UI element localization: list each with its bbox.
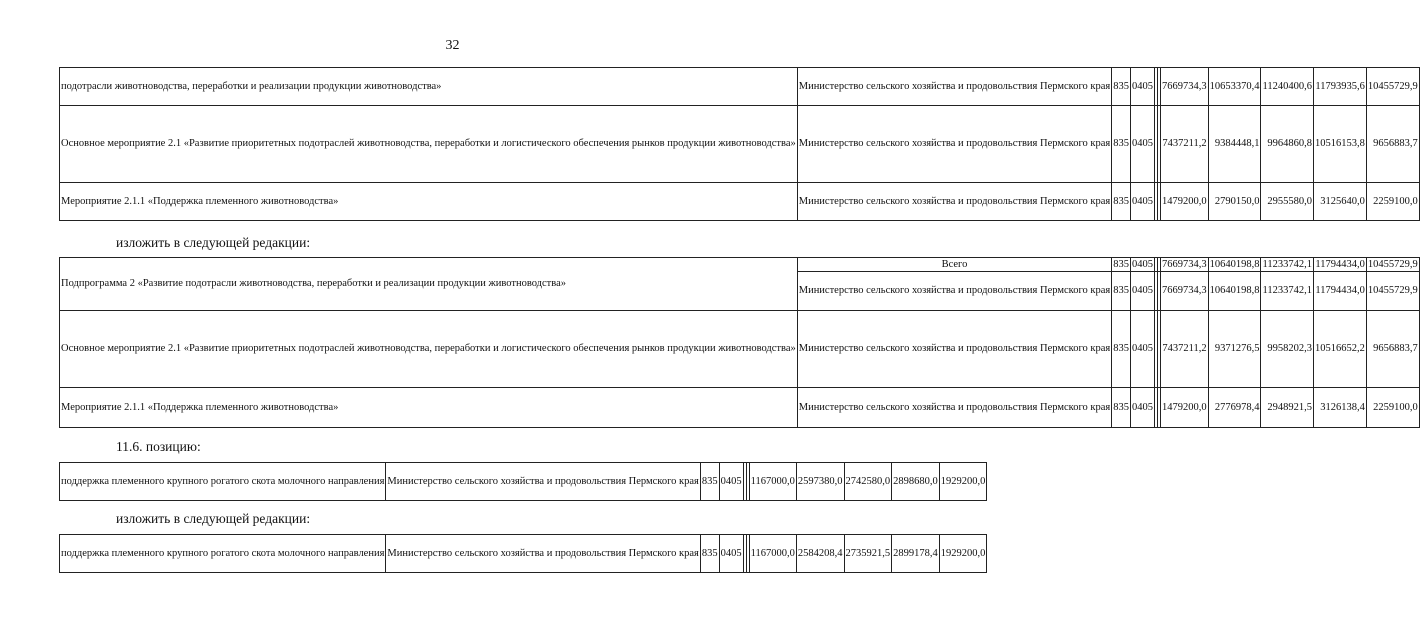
table-row [60, 68, 1420, 106]
row-grbs: 835 [1112, 388, 1131, 428]
table-row [60, 311, 1420, 388]
row-rzpr: 0405 [1130, 68, 1154, 106]
table-row [60, 463, 987, 501]
row-value-2: 2597380,0 [796, 463, 844, 501]
budget-table-revised [59, 257, 1420, 428]
row-name: поддержка племенного крупного рогатого скота молочного направления [60, 463, 386, 501]
row-value-5: 10455729,9 [1367, 258, 1418, 270]
row-value-5: 2259100,0 [1366, 183, 1419, 221]
row-rzpr: 0405 [1130, 311, 1154, 388]
row-executor: Министерство сельского хозяйства и продовольствия Пермского края [797, 388, 1111, 428]
table-row [60, 106, 1420, 183]
row-name: Мероприятие 2.1.1 «Поддержка племенного животноводства» [60, 183, 798, 221]
row-value-1: 7669734,3 [1161, 258, 1207, 270]
row-grbs: 835 [1112, 106, 1131, 183]
table-row [60, 183, 1420, 221]
row-value-4: 10516153,8 [1313, 106, 1366, 183]
row-name: Подпрограмма 2 «Развитие подотрасли животноводства, переработки и реализации продукции животноводства» [60, 258, 798, 311]
row-value-3: 11233742,1 [1261, 272, 1314, 311]
row-name: Основное мероприятие 2.1 «Развитие приоритетных подотраслей животноводства, переработки и логистического обеспечения рынков продукции животноводства» [60, 106, 798, 183]
row-rzpr: 0405 [719, 463, 743, 501]
row-rzpr: 0405 [1130, 106, 1154, 183]
row-value-2: 2584208,4 [796, 535, 844, 573]
row-value-2: 9371276,5 [1208, 311, 1261, 388]
row-value-3: 2955580,0 [1261, 183, 1314, 221]
row-grbs: 835 [1112, 68, 1131, 106]
row-value-4: 3125640,0 [1313, 183, 1366, 221]
row-value-1: 1167000,0 [749, 535, 796, 573]
row-value-3: 2948921,5 [1261, 388, 1314, 428]
row-value-4: 2899178,4 [892, 535, 940, 573]
row-value-1: 1479200,0 [1160, 183, 1208, 221]
row-value-5: 9656883,7 [1366, 311, 1419, 388]
row-value-5: 10455729,9 [1366, 68, 1419, 106]
row-value-4: 3126138,4 [1313, 388, 1366, 428]
row-executor: Министерство сельского хозяйства и продовольствия Пермского края [797, 272, 1111, 311]
row-value-4: 11794434,0 [1315, 258, 1365, 270]
row-executor: Министерство сельского хозяйства и продовольствия Пермского края [797, 106, 1111, 183]
table-row [60, 535, 987, 573]
row-value-2: 2790150,0 [1208, 183, 1261, 221]
row-value-1: 7437211,2 [1160, 106, 1208, 183]
budget-table-position-revised [59, 534, 987, 573]
row-value-5: 10455729,9 [1366, 272, 1419, 311]
row-value-5: 9656883,7 [1366, 106, 1419, 183]
row-value-5: 2259100,0 [1366, 388, 1419, 428]
row-grbs: 835 [1113, 258, 1129, 270]
budget-table-original [59, 67, 1420, 221]
row-executor: Министерство сельского хозяйства и продовольствия Пермского края [797, 183, 1111, 221]
row-value-1: 1479200,0 [1160, 388, 1208, 428]
row-value-4: 11794434,0 [1313, 272, 1366, 311]
row-name: подотрасли животноводства, переработки и реализации продукции животноводства» [60, 68, 798, 106]
row-value-1: 7669734,3 [1160, 68, 1208, 106]
row-value-2: 10640198,8 [1208, 272, 1261, 311]
row-value-2: 9384448,1 [1208, 106, 1261, 183]
edit-instruction-heading-2: изложить в следующей редакции: [116, 511, 311, 526]
row-executor: Министерство сельского хозяйства и продовольствия Пермского края [386, 535, 700, 573]
row-value-4: 10516652,2 [1313, 311, 1366, 388]
row-value-4: 11793935,6 [1313, 68, 1366, 106]
row-value-4: 2898680,0 [892, 463, 940, 501]
row-value-1: 7669734,3 [1160, 272, 1208, 311]
row-value-1: 1167000,0 [749, 463, 796, 501]
row-value-2: 10640198,8 [1209, 258, 1260, 270]
row-name: Мероприятие 2.1.1 «Поддержка племенного животноводства» [60, 388, 798, 428]
row-grbs: 835 [700, 535, 719, 573]
row-grbs: 835 [1112, 272, 1131, 311]
row-value-1: 7437211,2 [1160, 311, 1208, 388]
row-executor: Министерство сельского хозяйства и продовольствия Пермского края [386, 463, 700, 501]
row-value-3: 2735921,5 [844, 535, 892, 573]
budget-table-position-original [59, 462, 987, 501]
row-rzpr: 0405 [1131, 258, 1153, 270]
row-value-5: 1929200,0 [939, 535, 987, 573]
row-rzpr: 0405 [1130, 183, 1154, 221]
row-grbs: 835 [1112, 183, 1131, 221]
table-row [60, 388, 1420, 428]
row-value-2: 2776978,4 [1208, 388, 1261, 428]
position-heading: 11.6. позицию: [116, 439, 201, 454]
row-value-3: 9964860,8 [1261, 106, 1314, 183]
row-rzpr: 0405 [1130, 388, 1154, 428]
row-rzpr: 0405 [719, 535, 743, 573]
row-name: поддержка племенного крупного рогатого скота молочного направления [60, 535, 386, 573]
row-grbs: 835 [700, 463, 719, 501]
row-value-3: 11233742,1 [1262, 258, 1312, 270]
row-value-3: 2742580,0 [844, 463, 892, 501]
table-row [60, 258, 1420, 272]
row-executor: Министерство сельского хозяйства и продовольствия Пермского края [797, 311, 1111, 388]
row-value-5: 1929200,0 [939, 463, 987, 501]
row-grbs: 835 [1112, 311, 1131, 388]
row-value-2: 10653370,4 [1208, 68, 1261, 106]
row-name: Основное мероприятие 2.1 «Развитие приоритетных подотраслей животноводства, переработки и логистического обеспечения рынков продукции животноводства» [60, 311, 798, 388]
row-rzpr: 0405 [1130, 272, 1154, 311]
row-executor: Министерство сельского хозяйства и продовольствия Пермского края [797, 68, 1111, 106]
page-number: 32 [445, 38, 460, 53]
row-value-3: 11240400,6 [1261, 68, 1314, 106]
edit-instruction-heading: изложить в следующей редакции: [116, 235, 311, 250]
row-executor: Всего [797, 258, 1111, 272]
row-value-3: 9958202,3 [1261, 311, 1314, 388]
